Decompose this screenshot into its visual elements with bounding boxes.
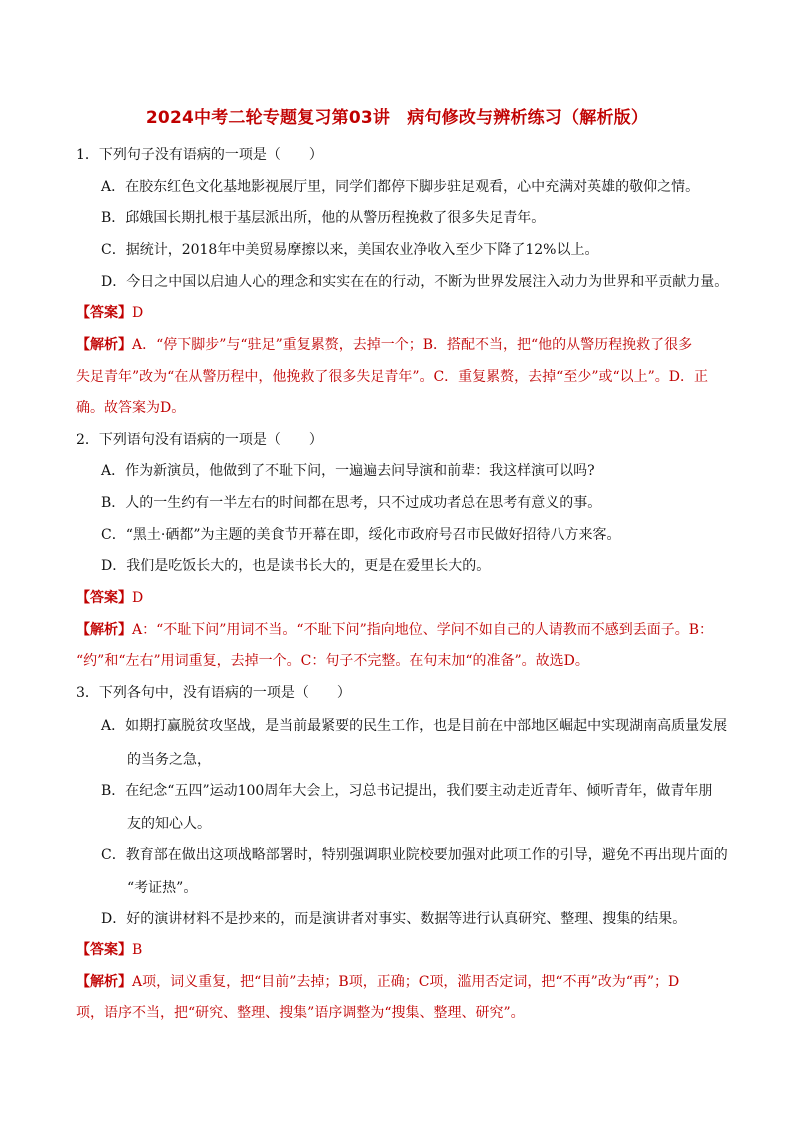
answer-tag: 【答案】 xyxy=(76,942,132,958)
answer-tag: 【答案】 xyxy=(76,305,132,321)
analysis-text: A．“停下脚步”与“驻足”重复累赘，去掉一个；B．搭配不当，把“他的从警历程挽救了很多 xyxy=(132,337,693,353)
document-title: 2024中考二轮专题复习第03讲 病句修改与辨析练习（解析版） xyxy=(145,108,649,128)
question-3-option-c: C．教育部在做出这项战略部署时，特别强调职业院校要加强对此项工作的引导，避免不再出现片面的 xyxy=(101,847,728,863)
question-3-option-b-cont: 友的知心人。 xyxy=(127,816,211,832)
question-1-analysis-line-1 xyxy=(76,335,692,355)
analysis-text: A项，词义重复，把“目前”去掉；B项，正确；C项，滥用否定词，把“不再”改为“再”；D xyxy=(132,974,680,990)
question-2-analysis-line-2: “约”和“左右”用词重复，去掉一个。C：句子不完整。在句末加“的准备”。故选D。 xyxy=(76,653,589,669)
question-1-option-a: A．在胶东红色文化基地影视展厅里，同学们都停下脚步驻足观看，心中充满对英雄的敬仰之情。 xyxy=(101,179,700,195)
question-3-option-d: D．好的演讲材料不是抄来的，而是演讲者对事实、数据等进行认真研究、整理、搜集的结果。 xyxy=(101,911,687,927)
question-1-option-d: D．今日之中国以启迪人心的理念和实实在在的行动，不断为世界发展注入动力为世界和平贡献力量。 xyxy=(101,274,729,290)
answer-value: D xyxy=(132,590,144,606)
question-2-analysis-line-1 xyxy=(76,620,713,640)
answer-value: D xyxy=(132,305,144,321)
analysis-tag: 【解析】 xyxy=(76,622,132,638)
question-3-analysis-line-2: 项，语序不当，把“研究、整理、搜集”语序调整为“搜集、整理、研究”。 xyxy=(76,1005,525,1021)
question-2-stem: 2．下列语句没有语病的一项是（ ） xyxy=(76,432,323,448)
question-2-option-c: C．“黑土·硒都”为主题的美食节开幕在即，绥化市政府号召市民做好招待八方来客。 xyxy=(101,527,621,543)
question-1-answer xyxy=(76,303,143,323)
question-3-option-b: B．在纪念“五四”运动100周年大会上，习总书记提出，我们要主动走近青年、倾听青年，做青年朋 xyxy=(101,783,713,799)
question-2-option-d: D．我们是吃饭长大的，也是读书长大的，更是在爱里长大的。 xyxy=(101,558,491,574)
question-2-option-b: B．人的一生约有一半左右的时间都在思考，只不过成功者总在思考有意义的事。 xyxy=(101,495,602,511)
analysis-tag: 【解析】 xyxy=(76,974,132,990)
question-1-option-c: C．据统计，2018年中美贸易摩擦以来，美国农业净收入至少下降了12%以上。 xyxy=(101,242,599,258)
analysis-tag: 【解析】 xyxy=(76,337,132,353)
question-3-option-c-cont: “考证热”。 xyxy=(127,880,198,896)
question-1-analysis-line-2: 失足青年”改为“在从警历程中，他挽救了很多失足青年”。C．重复累赘，去掉“至少”或“以上”。D．正 xyxy=(76,369,709,385)
question-2-answer xyxy=(76,588,143,608)
question-3-option-a: A．如期打赢脱贫攻坚战，是当前最紧要的民生工作，也是目前在中部地区崛起中实现湖南高质量发展 xyxy=(101,718,728,734)
question-3-option-a-cont: 的当务之急， xyxy=(127,752,211,768)
question-3-analysis-line-1 xyxy=(76,972,679,992)
question-1-option-b: B．邱娥国长期扎根于基层派出所，他的从警历程挽救了很多失足青年。 xyxy=(101,210,546,226)
answer-tag: 【答案】 xyxy=(76,590,132,606)
question-1-stem: 1．下列句子没有语病的一项是（ ） xyxy=(76,147,323,163)
answer-value: B xyxy=(132,942,143,958)
question-3-answer xyxy=(76,940,142,960)
question-3-stem: 3．下列各句中，没有语病的一项是（ ） xyxy=(76,685,351,701)
question-1-analysis-line-3: 确。故答案为D。 xyxy=(76,400,186,416)
question-2-option-a: A．作为新演员，他做到了不耻下问，一遍遍去问导演和前辈：我这样演可以吗? xyxy=(101,463,595,479)
analysis-text: A：“不耻下问”用词不当。“不耻下问”指向地位、学问不如自己的人请教而不感到丢面子。B： xyxy=(132,622,714,638)
